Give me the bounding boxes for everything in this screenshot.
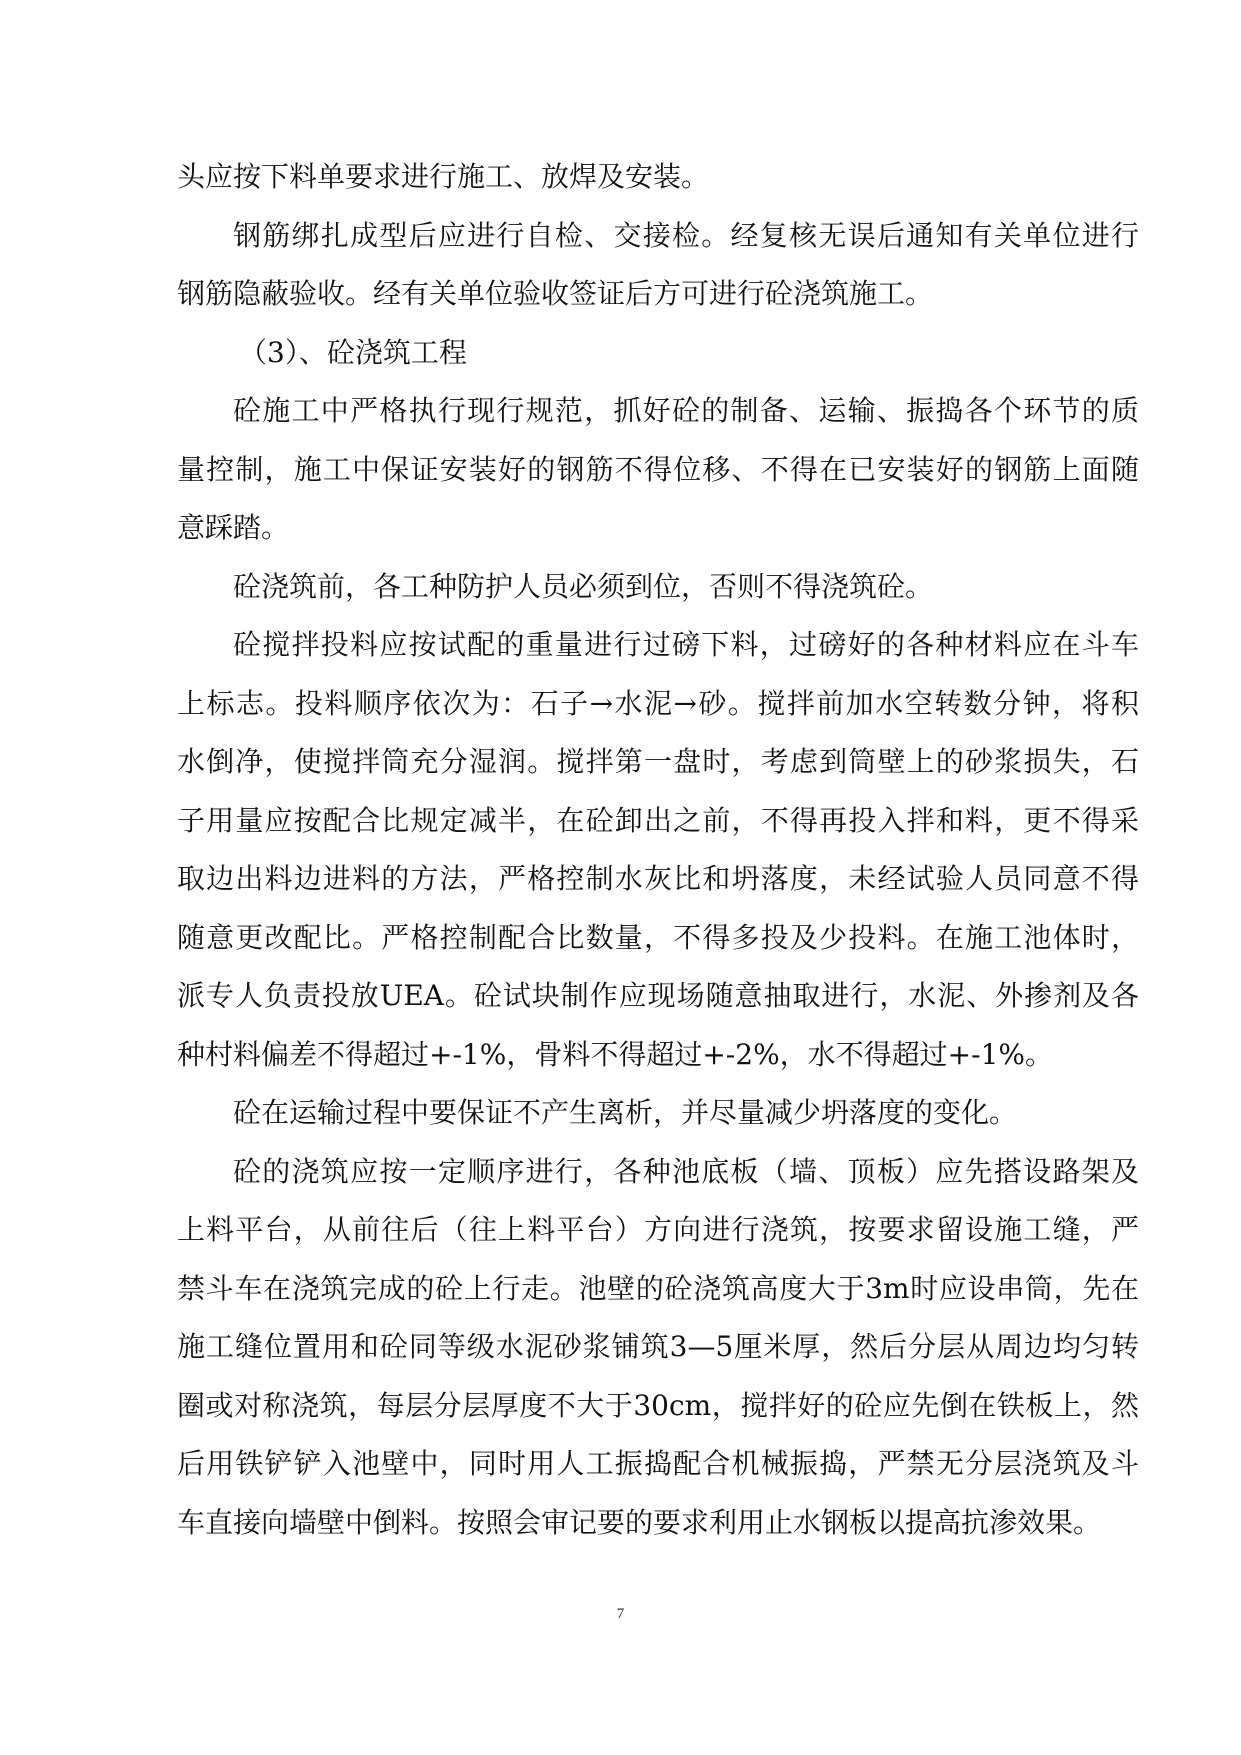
paragraph-line: 砼的浇筑应按一定顺序进行，各种池底板（墙、顶板）应先搭设路架及 bbox=[233, 1154, 1139, 1188]
paragraph-line: 意踩踏。 bbox=[177, 511, 290, 544]
section-heading: （3）、砼浇筑工程 bbox=[239, 335, 467, 369]
page-number: 7 bbox=[616, 1606, 625, 1622]
paragraph-line: 派专人负责投放UEA。砼试块制作应现场随意抽取进行，水泥、外掺剂及各 bbox=[177, 979, 1139, 1012]
paragraph-line: 量控制，施工中保证安装好的钢筋不得位移、不得在已安装好的钢筋上面随 bbox=[177, 452, 1139, 486]
paragraph-line: 车直接向墙壁中倒料。按照会审记要的要求利用止水钢板以提高抗渗效果。 bbox=[177, 1505, 1102, 1539]
paragraph-line: 砼施工中严格执行现行规范，抓好砼的制备、运输、振捣各个环节的质 bbox=[233, 394, 1139, 427]
paragraph-line: 钢筋绑扎成型后应进行自检、交接检。经复核无误后通知有关单位进行 bbox=[233, 218, 1139, 252]
paragraph-line: 种村料偏差不得超过+-1%，骨料不得超过+-2%，水不得超过+-1%。 bbox=[177, 1037, 1054, 1071]
paragraph-line: 头应按下料单要求进行施工、放焊及安装。 bbox=[177, 160, 710, 193]
paragraph-line: 圈或对称浇筑，每层分层厚度不大于30cm，搅拌好的砼应先倒在铁板上，然 bbox=[177, 1388, 1139, 1422]
paragraph-line: 砼在运输过程中要保证不产生离析，并尽量减少坍落度的变化。 bbox=[233, 1096, 1018, 1129]
paragraph-line: 上料平台，从前往后（往上料平台）方向进行浇筑，按要求留设施工缝，严 bbox=[177, 1213, 1139, 1246]
paragraph-line: 水倒净，使搅拌筒充分湿润。搅拌第一盘时，考虑到筒壁上的砂浆损失，石 bbox=[177, 745, 1139, 778]
paragraph-line: 子用量应按配合比规定减半，在砼卸出之前，不得再投入拌和料，更不得采 bbox=[177, 803, 1139, 837]
paragraph-line: 砼浇筑前，各工种防护人员必须到位，否则不得浇筑砼。 bbox=[233, 569, 934, 603]
paragraph-line: 后用铁铲铲入池壁中，同时用人工振捣配合机械振捣，严禁无分层浇筑及斗 bbox=[177, 1447, 1139, 1480]
paragraph-line: 随意更改配比。严格控制配合比数量，不得多投及少投料。在施工池体时， bbox=[177, 920, 1139, 954]
paragraph-line: 禁斗车在浇筑完成的砼上行走。池壁的砼浇筑高度大于3m时应设串筒，先在 bbox=[177, 1271, 1139, 1305]
paragraph-line: 钢筋隐蔽验收。经有关单位验收签证后方可进行砼浇筑施工。 bbox=[177, 277, 934, 310]
body-text bbox=[177, 148, 1139, 1552]
paragraph-line: 上标志。投料顺序依次为：石子→水泥→砂。搅拌前加水空转数分钟，将积 bbox=[177, 686, 1139, 720]
paragraph-line: 砼搅拌投料应按试配的重量进行过磅下料，过磅好的各种材料应在斗车 bbox=[233, 628, 1139, 661]
paragraph-line: 施工缝位置用和砼同等级水泥砂浆铺筑3—5厘米厚，然后分层从周边均匀转 bbox=[177, 1330, 1139, 1363]
paragraph-line: 取边出料边进料的方法，严格控制水灰比和坍落度，未经试验人员同意不得 bbox=[177, 862, 1139, 895]
